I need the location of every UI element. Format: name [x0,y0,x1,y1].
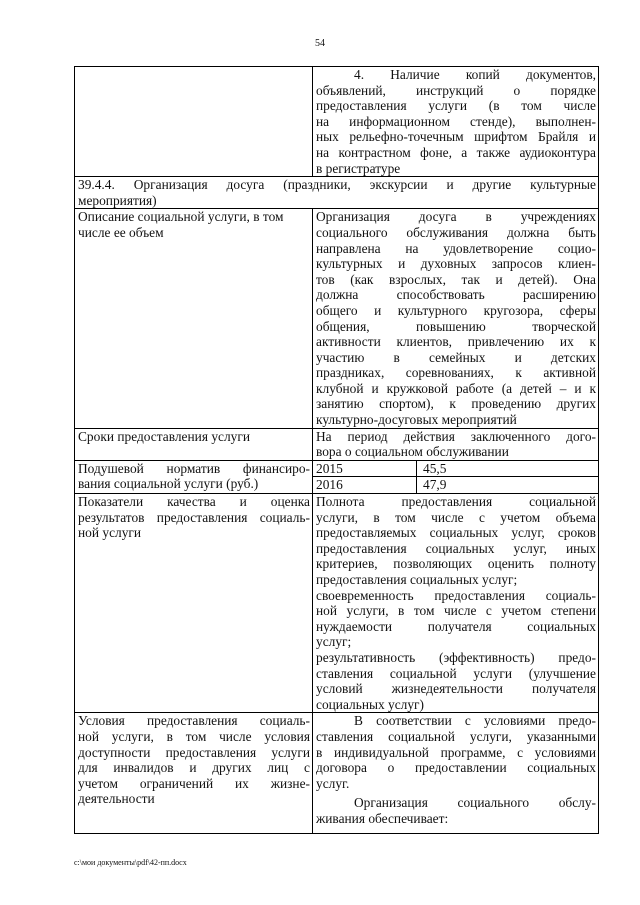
text-line: активности клиентов, привлечению их к [316,334,596,350]
text-line: направлена на удовлетворение социо- [316,240,596,256]
text-line: числе ее объем [78,224,164,240]
text-line: Описание социальной услуги, в том [78,209,284,225]
text-line: ставления социальной услуги, указанными [316,728,596,744]
text-line: предоставления услуги (в том числе [316,98,596,114]
quality-row [75,494,599,713]
empty-cell [75,829,313,834]
financing-amount: 47,9 [423,477,447,493]
text-line: тов (как взрослых, так и детей). Она [316,271,596,287]
text-line: деятельности [78,791,155,807]
table-row-continued-accessibility [75,67,599,177]
text-line: социального обслуживания должна быть [316,224,596,240]
text-line: предоставления социальных услуг; [316,572,518,587]
description-label [75,209,313,428]
text-line: доступности предоставления услуги [78,744,310,760]
financing-label [75,460,313,493]
text-line: ных рельефно-точечным шрифтом Брайля и [316,129,596,145]
financing-value-2016 [313,477,599,494]
text-line: результативность (эффективность) предо- [316,649,596,665]
footer-file-path: c:\мои документы\pdf\42-пп.docx [74,858,187,867]
text-line: культурно-досуговых мероприятий [316,412,517,428]
text-line: праздниках, соревнованиях, к активной [316,365,596,381]
text-line: живания обеспечивает: [316,810,449,826]
accessibility-item-cell [313,67,599,177]
text-line: Полнота предоставления социальной [316,494,596,510]
text-line: нуждаемости получателя социальных [316,618,596,634]
quality-label [75,494,313,713]
financing-year: 2016 [313,477,417,493]
text-line: общего и культурного кругозора, сферы [316,302,596,318]
text-line: участию в семейных и детских [316,349,596,365]
text-line: Условия предоставления социаль- [78,713,310,729]
text-line: условий жизнедеятельности получателя [316,681,596,697]
text-line: ной услуги, в том числе с учетом степени [316,603,596,619]
text-line: общения, повышению творческой [316,318,596,334]
quality-value [313,494,599,713]
text-line: 39.4.4. Организация досуга (праздники, экскурсии и другие культурные [78,177,596,193]
conditions-label [75,713,313,829]
text-line: занятию спортом), к проведению других [316,396,596,412]
services-table [74,66,599,834]
text-line: для инвалидов и других лиц с [78,760,310,776]
terms-value [313,428,599,460]
text-line: культурных и духовных запросов клиен- [316,256,596,272]
table-bottom-edge [75,829,599,834]
terms-label: Сроки предоставления услуги [75,428,313,460]
conditions-value [313,713,599,829]
text-line: 4. Наличие копий документов, [354,67,596,82]
description-value [313,209,599,428]
text-line: объявлений, инструкций о порядке [316,82,596,98]
text-line: ной услуги, в том числе условия [78,728,310,744]
section-heading [75,177,599,209]
text-line: предоставляемых социальных услуг, сроков [316,525,596,541]
text-line: критериев, позволяющих оценить полноту [316,556,596,572]
text-line: В соответствии с условиями предо- [354,713,596,729]
text-line: услуги, в том числе с учетом объема [316,509,596,525]
text-line: ставления социальной услуги (улучшение [316,665,596,681]
financing-amount: 45,5 [423,460,447,476]
financing-value-2015 [313,460,599,477]
empty-cell [313,829,599,834]
section-heading-row [75,177,599,209]
text-line: услуг. [316,775,350,791]
text-line: предоставления социальных услуг, иных [316,540,596,556]
text-line: должна способствовать расширению [316,287,596,303]
text-line: в индивидуальной программе, с условиями [316,744,596,760]
page-number: 54 [315,38,325,49]
text-line: клубной и кружковой работе (а детей – и к [316,380,596,396]
conditions-row [75,713,599,829]
terms-row [75,428,599,460]
text-line: ной услуги [78,525,142,541]
text-line: в регистратуре [316,160,401,176]
text-line: Показатели качества и оценка [78,494,310,510]
text-line: на информационном стенде), выполнен- [316,113,596,129]
text-line: социальных услуг) [316,696,424,712]
description-row [75,209,599,428]
text-line: учетом ограничений их жизне- [78,775,310,791]
text-line: результатов предоставления социаль- [78,509,310,525]
text-line: вания социальной услуги (руб.) [78,476,259,492]
text-line: на контрастном фоне, а также аудиоконтура [316,144,596,160]
text-line: мероприятия) [78,192,157,208]
financing-year: 2015 [313,461,417,477]
text-line: Организация досуга в учреждениях [316,209,596,225]
text-line: услуг; [316,634,352,650]
financing-row-2015 [75,460,599,477]
empty-cell [75,67,313,177]
text-line: договора о предоставлении социальных [316,760,596,776]
text-line: На период действия заключенного дого- [316,428,596,444]
text-line: Подушевой норматив финансиро- [78,460,310,476]
text-line: своевременность предоставления социаль- [316,587,596,603]
text-line: Организация социального обслу- [354,795,596,811]
text-line: вора о социальном обслуживании [316,444,509,460]
